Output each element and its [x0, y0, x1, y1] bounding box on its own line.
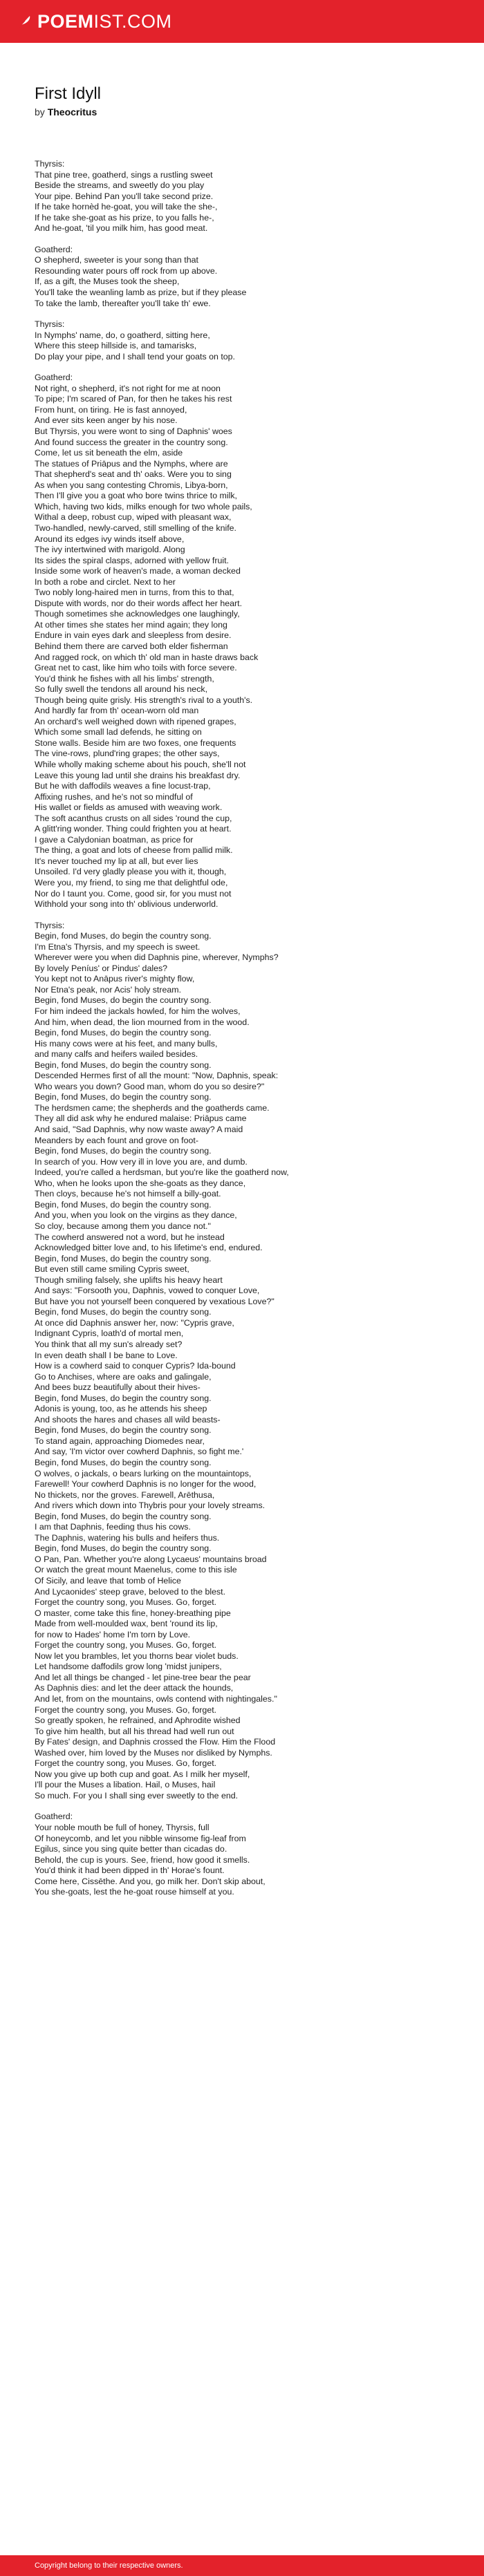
stanza	[35, 921, 449, 1802]
poem-line: To give him health, but all his thread had well run out	[35, 1726, 234, 1736]
poem-line: So cloy, because among them you dance not."	[35, 1221, 211, 1231]
poem-line: And let, from on the mountains, owls contend with nightingales."	[35, 1694, 277, 1704]
poem-line: Two-handled, newly-carved, still smelling of the knife.	[35, 523, 237, 533]
poem-line: Which some small lad defends, he sitting on	[35, 727, 202, 737]
poem-line: Its sides the spiral clasps, adorned with yellow fruit.	[35, 555, 229, 565]
poem-line: Adonis is young, too, as he attends his sheep	[35, 1404, 207, 1414]
stanza	[35, 245, 449, 309]
poem-line: You'll take the weanling lamb as prize, but if they please	[35, 288, 247, 298]
poem-line: And ragged rock, on which th' old man in haste draws back	[35, 652, 259, 662]
speaker-label: Goatherd:	[35, 373, 73, 383]
poem-line: The cowherd answered not a word, but he instead	[35, 1232, 225, 1242]
by-label: by	[35, 106, 45, 117]
poem-line: So fully swell the tendons all around his neck,	[35, 684, 208, 695]
poem-line: Though sometimes she acknowledges one laughingly,	[35, 609, 240, 619]
poem-line: That pine tree, goatherd, sings a rustling sweet	[35, 169, 213, 180]
poem-line: Your noble mouth be full of honey, Thyrsis, full	[35, 1823, 210, 1833]
poem-line: In Nymphs' name, do, o goatherd, sitting here,	[35, 330, 210, 340]
poem-line: Washed over, him loved by the Muses nor disliked by Nymphs.	[35, 1747, 272, 1758]
poem-line: Begin, fond Muses, do begin the country song.	[35, 1060, 212, 1070]
poem-line: Two nobly long-haired men in turns, from this to that,	[35, 587, 234, 598]
poem-line: Begin, fond Muses, do begin the country song.	[35, 1092, 212, 1102]
poem-line: Nor do I taunt you. Come, good sir, for you must not	[35, 888, 232, 899]
poem-line: O master, come take this fine, honey-breathing pipe	[35, 1608, 231, 1618]
poem-line: Meanders by each fount and grove on foot-	[35, 1135, 198, 1145]
speaker-label: Goatherd:	[35, 1812, 73, 1822]
poem-line: Come here, Cissēthe. And you, go milk her. Don't skip about,	[35, 1876, 266, 1886]
poem-line: Nor Etna's peak, nor Acis' holy stream.	[35, 984, 182, 995]
poem-line: How is a cowherd said to conquer Cypris? Ida-bound	[35, 1361, 236, 1371]
poem-line: Withhold your song into th' oblivious underworld.	[35, 899, 218, 910]
poem-line: And rivers which down into Thybris pour your lovely streams.	[35, 1501, 266, 1511]
poem-line: You she-goats, lest the he-goat rouse himself at you.	[35, 1887, 234, 1897]
poem-line: The herdsmen came; the shepherds and the goatherds came.	[35, 1102, 270, 1113]
poem-line: Unsoiled. I'd very gladly please you with it, though,	[35, 867, 227, 877]
copyright-text: Copyright belong to their respective owners.	[35, 2561, 183, 2570]
poem-line: The statues of Priāpus and the Nymphs, where are	[35, 458, 228, 469]
poem-line: Of honeycomb, and let you nibble winsome fig-leaf from	[35, 1833, 246, 1843]
poem-line: Then I'll give you a goat who bore twins thrice to milk,	[35, 491, 237, 501]
poem-line: An orchard's well weighed down with ripened grapes,	[35, 716, 236, 726]
poem-line: Begin, fond Muses, do begin the country song.	[35, 1199, 212, 1210]
poem-line: Great net to cast, like him who toils with force severe.	[35, 663, 237, 673]
poem-line: So much. For you I shall sing ever sweetly to the end.	[35, 1790, 239, 1801]
poem-line: Of Sicily, and leave that tomb of Helice	[35, 1576, 181, 1586]
poem-line: His many cows were at his feet, and many bulls,	[35, 1038, 218, 1049]
poem-line: Were you, my friend, to sing me that delightful ode,	[35, 878, 228, 887]
poem-line: Egilus, since you sing quite better than cicadas do.	[35, 1844, 227, 1854]
poem-line: But he with daffodils weaves a fine locust-trap,	[35, 781, 211, 791]
poem-line: In search of you. How very ill in love you are, and dumb.	[35, 1156, 248, 1167]
poem-line: Made from well-moulded wax, bent 'round its lip,	[35, 1619, 218, 1629]
poem-line: And let all things be changed - let pine-tree bear the pear	[35, 1672, 251, 1682]
poem-line: If, as a gift, the Muses took the sheep,	[35, 276, 180, 287]
poem-line: By Fates' design, and Daphnis crossed the Flow. Him the Flood	[35, 1737, 276, 1747]
poem-line: Begin, fond Muses, do begin the country song.	[35, 1457, 212, 1467]
poem-line: To stand again, approaching Diomedes near,	[35, 1436, 205, 1446]
poem-line: And bees buzz beautifully about their hives-	[35, 1382, 201, 1393]
poem-line: I'll pour the Muses a libation. Hail, o Muses, hail	[35, 1780, 216, 1790]
poem-line: Inside some work of heaven's made, a woman decked	[35, 566, 241, 576]
author-link[interactable]: Theocritus	[47, 106, 97, 117]
poem-line: Acknowledged bitter love and, to his lifetime's end, endured.	[35, 1243, 263, 1253]
stanza	[35, 373, 449, 910]
poem-line: You think that all my sun's already set?	[35, 1339, 183, 1349]
poem-line: No thickets, nor the groves. Farewell, Arēthusa,	[35, 1489, 215, 1500]
poem-line: Though being quite grisly. His strength's rival to a youth's.	[35, 695, 253, 705]
site-footer	[0, 2555, 484, 2576]
poem-line: Though smiling falsely, she uplifts his heavy heart	[35, 1275, 223, 1285]
poem-line: O wolves, o jackals, o bears lurking on the mountaintops,	[35, 1468, 252, 1478]
poem-line: Come, let us sit beneath the elm, aside	[35, 448, 183, 458]
poem-line: So greatly spoken, he refrained, and Aphrodite wished	[35, 1715, 241, 1726]
poem-line: Wherever were you when did Daphnis pine, wherever, Nymphs?	[35, 952, 279, 963]
poem-line: Forget the country song, you Muses. Go, forget.	[35, 1597, 217, 1608]
poem-line: Begin, fond Muses, do begin the country song.	[35, 1253, 212, 1263]
poem-line: But have you not yourself been conquered by vexatious Love?"	[35, 1296, 274, 1306]
poem-line: Begin, fond Muses, do begin the country song.	[35, 1028, 212, 1038]
poem-line: Indeed, you're called a herdsman, but you're like the goatherd now,	[35, 1167, 289, 1178]
poem-line: In both a robe and circlet. Next to her	[35, 576, 176, 587]
poem-line: for now to Hades' home I'm torn by Love.	[35, 1629, 191, 1639]
poem-line: But Thyrsis, you were wont to sing of Daphnis' woes	[35, 426, 232, 437]
poem-line: At once did Daphnis answer her, now: "Cypris grave,	[35, 1317, 234, 1328]
poem-line: And Lycaonides' steep grave, beloved to the blest.	[35, 1586, 226, 1597]
poem-line: If he take she-goat as his prize, to you falls he-,	[35, 212, 214, 223]
poem-line: As Daphnis dies: and let the deer attack the hounds,	[35, 1683, 234, 1693]
byline	[35, 106, 449, 117]
poem-line: The soft acanthus crusts on all sides 'round the cup,	[35, 813, 232, 823]
speaker-label: Thyrsis:	[35, 159, 65, 169]
poem-line: Stone walls. Beside him are two foxes, one frequents	[35, 737, 236, 748]
poem-line: O shepherd, sweeter is your song than that	[35, 255, 198, 265]
poem-container	[35, 84, 449, 1908]
poem-line: Begin, fond Muses, do begin the country song.	[35, 1307, 212, 1317]
poem-line: They all did ask why he endured malaise: Priāpus came	[35, 1113, 247, 1124]
poem-line: And shoots the hares and chases all wild beasts-	[35, 1414, 221, 1425]
poem-line: And say, 'I'm victor over cowherd Daphnis, so fight me.'	[35, 1447, 244, 1457]
poem-line: Leave this young lad until she drains his breakfast dry.	[35, 770, 241, 780]
site-logo[interactable]	[17, 11, 172, 32]
speaker-label: Goatherd:	[35, 244, 73, 254]
poem-line: Farewell! Your cowherd Daphnis is no longer for the wood,	[35, 1479, 257, 1489]
stanza	[35, 319, 449, 362]
poem-line: If he take hornèd he-goat, you will take the she-,	[35, 202, 218, 212]
poem-line: Indignant Cypris, loath'd of mortal men,	[35, 1328, 184, 1339]
poem-line: Begin, fond Muses, do begin the country song.	[35, 1543, 212, 1554]
poem-line: and many calfs and heifers wailed besides.	[35, 1049, 198, 1060]
poem-line: Now you give up both cup and goat. As I milk her myself,	[35, 1769, 250, 1779]
poem-line: For him indeed the jackals howled, for him the wolves,	[35, 1006, 241, 1017]
poem-line: Begin, fond Muses, do begin the country song.	[35, 1393, 212, 1403]
poem-line: The ivy intertwined with marigold. Along	[35, 545, 185, 555]
poem-line: Then cloys, because he's not himself a billy-goat.	[35, 1189, 221, 1199]
poem-line: Withal a deep, robust cup, wiped with pleasant wax,	[35, 512, 232, 523]
poem-line: Resounding water pours off rock from up above.	[35, 265, 218, 276]
poem-line: Begin, fond Muses, do begin the country song.	[35, 931, 212, 941]
poem-line: Forget the country song, you Muses. Go, forget.	[35, 1704, 217, 1715]
poem-line: Your pipe. Behind Pan you'll take second prize.	[35, 191, 214, 201]
poem-line: Forget the country song, you Muses. Go, forget.	[35, 1640, 217, 1651]
poem-line: Affixing rushes, and he's not so mindful of	[35, 791, 193, 802]
poem-line: Now let you brambles, let you thorns bear violet buds.	[35, 1651, 239, 1661]
poem-line: To pipe; I'm scared of Pan, for then he takes his rest	[35, 394, 232, 404]
poem-line: Begin, fond Muses, do begin the country song.	[35, 1511, 212, 1521]
poem-line: Behold, the cup is yours. See, friend, how good it smells.	[35, 1854, 250, 1865]
poem-line: Around its edges ivy winds itself above,	[35, 534, 185, 544]
poem-line: Not right, o shepherd, it's not right for me at noon	[35, 383, 221, 393]
poem-line: It's never touched my lip at all, but ever lies	[35, 856, 198, 866]
poem-line: Begin, fond Muses, do begin the country song.	[35, 1425, 212, 1436]
poem-line: Go to Anchises, where are oaks and galingale,	[35, 1371, 212, 1382]
feather-icon	[17, 14, 32, 29]
poem-line: The thing, a goat and lots of cheese from pallid milk.	[35, 845, 233, 856]
poem-line: Dispute with words, nor do their words affect her heart.	[35, 598, 243, 608]
poem-title: First Idyll	[35, 84, 101, 103]
speaker-label: Thyrsis:	[35, 920, 65, 930]
poem-line: His wallet or fields as amused with weaving work.	[35, 802, 223, 813]
speaker-label: Thyrsis:	[35, 319, 65, 330]
poem-line: And him, when dead, the lion mourned from in the wood.	[35, 1017, 250, 1027]
poem-line: Or watch the great mount Maenelus, come to this isle	[35, 1565, 237, 1575]
poem-line: And said, "Sad Daphnis, why now waste away? A maid	[35, 1125, 243, 1135]
poem-line: The vine-rows, plund'ring grapes; the other says,	[35, 749, 220, 759]
poem-line: By lovely Peníus' or Pindus' dales?	[35, 963, 168, 973]
poem-line: Which, having two kids, milks enough for two whole pails,	[35, 501, 252, 511]
stanza	[35, 159, 449, 234]
poem-line: That shepherd's seat and th' oaks. Were you to sing	[35, 469, 232, 480]
logo-text: POEMIST.COM	[37, 10, 172, 32]
poem-line: I gave a Calydonian boatman, as price for	[35, 834, 194, 845]
poem-line: Where this steep hillside is, and tamarisks,	[35, 341, 197, 351]
poem-line: Let handsome daffodils grow long 'midst junipers,	[35, 1662, 222, 1672]
poem-line: Forget the country song, you Muses. Go, forget.	[35, 1758, 217, 1769]
poem-line: You'd think he fishes with all his limbs' strength,	[35, 673, 214, 684]
poem-line: Descended Hermes first of all the mount: "Now, Daphnis, speak:	[35, 1071, 279, 1081]
poem-line: You'd think it had been dipped in th' Horae's fount.	[35, 1865, 225, 1876]
poem-line: At other times she states her mind again; they long	[35, 619, 227, 630]
poem-line: But even still came smiling Cypris sweet,	[35, 1264, 189, 1275]
poem-line: In even death shall I be bane to Love.	[35, 1350, 178, 1360]
poem-line: O Pan, Pan. Whether you're along Lycaeus' mountains broad	[35, 1554, 267, 1564]
poem-line: To take the lamb, thereafter you'll take th' ewe.	[35, 298, 211, 308]
poem-line: As when you sang contesting Chromis, Libya-born,	[35, 480, 228, 490]
poem-line: Begin, fond Muses, do begin the country song.	[35, 1146, 212, 1156]
poem-line: I'm Etna's Thyrsis, and my speech is sweet.	[35, 941, 201, 952]
poem-line: From hunt, on tiring. He is fast annoyed,	[35, 404, 187, 415]
poem-body	[35, 159, 449, 1898]
site-header	[0, 0, 484, 43]
poem-line: And says: "Forsooth you, Daphnis, vowed to conquer Love,	[35, 1286, 260, 1296]
poem-line: Who, when he looks upon the she-goats as they dance,	[35, 1178, 246, 1188]
poem-line: You kept not to Anāpus river's mighty flow,	[35, 974, 195, 984]
poem-line: Who wears you down? Good man, whom do you so desire?"	[35, 1081, 265, 1091]
poem-line: While wholly making scheme about his pouch, she'll not	[35, 759, 246, 769]
stanza	[35, 1812, 449, 1897]
poem-line: Endure in vain eyes dark and sleepless from desire.	[35, 630, 232, 641]
poem-line: And he-goat, 'til you milk him, has good meat.	[35, 223, 208, 234]
poem-line: Do play your pipe, and I shall tend your goats on top.	[35, 351, 235, 361]
poem-line: Begin, fond Muses, do begin the country song.	[35, 995, 212, 1006]
poem-line: And you, when you look on the virgins as they dance,	[35, 1210, 237, 1221]
poem-line: The Daphnis, watering his bulls and heifers thus.	[35, 1532, 220, 1543]
poem-line: And hardly far from th' ocean-worn old man	[35, 706, 199, 716]
poem-line: Behind them there are carved both elder fisherman	[35, 641, 228, 651]
poem-line: A glitt'ring wonder. Thing could frighten you at heart.	[35, 824, 232, 834]
poem-line: Beside the streams, and sweetly do you play	[35, 180, 205, 191]
poem-line: And ever sits keen anger by his nose.	[35, 415, 178, 426]
poem-line: And found success the greater in the country song.	[35, 437, 228, 447]
poem-line: I am that Daphnis, feeding thus his cows.	[35, 1522, 191, 1532]
